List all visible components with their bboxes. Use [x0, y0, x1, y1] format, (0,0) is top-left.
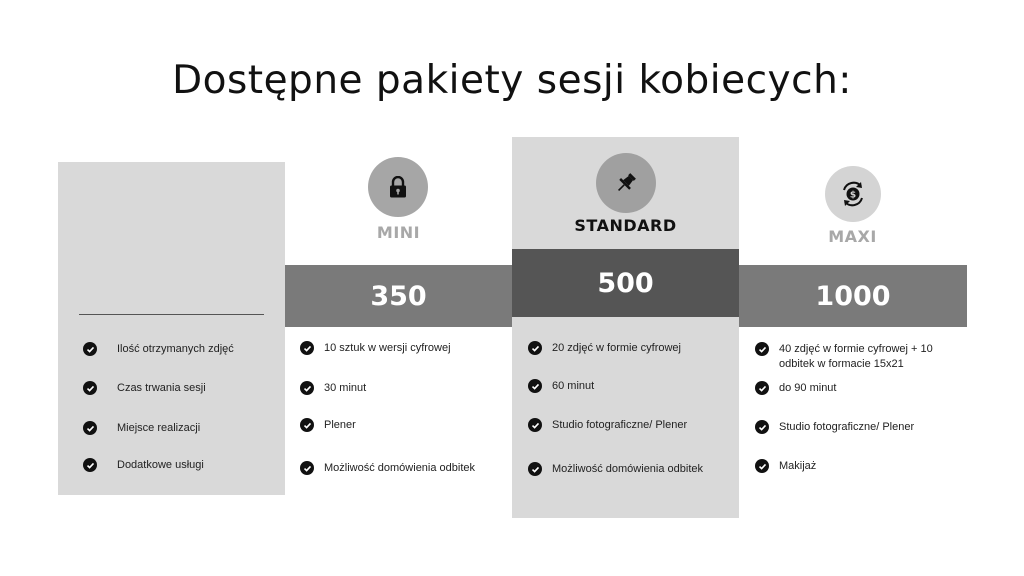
feature-text: Studio fotograficzne/ Plener — [779, 421, 915, 433]
checkmark-icon — [528, 341, 542, 355]
feature-text: 10 sztuk w wersji cyfrowej — [324, 342, 451, 354]
lock-icon — [368, 157, 428, 217]
plan-name-mini: MINI — [376, 223, 421, 242]
list-item — [83, 381, 206, 396]
checkmark-icon — [83, 342, 97, 356]
list-item — [300, 418, 356, 433]
checkmark-icon — [528, 379, 542, 393]
list-item — [528, 462, 703, 477]
list-item — [83, 342, 234, 357]
checkmark-icon — [755, 381, 769, 395]
list-item — [300, 381, 366, 396]
price-bar-maxi — [739, 265, 967, 327]
price-maxi: 1000 — [815, 280, 891, 312]
list-item — [755, 381, 836, 396]
feature-text: 60 minut — [552, 380, 595, 392]
list-item — [83, 421, 200, 436]
list-item — [300, 341, 451, 356]
checkmark-icon — [300, 418, 314, 432]
list-item — [528, 418, 687, 433]
list-item — [755, 342, 954, 372]
feature-text: Plener — [324, 419, 356, 431]
feature-text: do 90 minut — [779, 382, 837, 394]
plan-name-maxi: MAXI — [828, 227, 877, 246]
checkmark-icon — [83, 458, 97, 472]
feature-text: Makijaż — [779, 460, 817, 472]
page-title: Dostępne pakiety sesji kobiecych: — [172, 58, 852, 103]
feature-text: 30 minut — [324, 382, 367, 394]
plan-name-standard: STANDARD — [574, 216, 677, 235]
money-exchange-icon — [825, 166, 881, 222]
list-item — [83, 458, 204, 473]
label-text: Dodatkowe usługi — [117, 459, 204, 471]
list-item — [528, 341, 681, 356]
checkmark-icon — [755, 459, 769, 473]
pin-icon — [596, 153, 656, 213]
labels-divider — [79, 314, 264, 315]
checkmark-icon — [300, 341, 314, 355]
price-bar-standard — [512, 249, 739, 317]
label-text: Ilość otrzymanych zdjęć — [117, 343, 234, 355]
price-bar-mini — [285, 265, 512, 327]
label-text: Miejsce realizacji — [117, 422, 201, 434]
list-item — [528, 379, 594, 394]
list-item — [300, 461, 475, 476]
svg-text:$: $ — [849, 190, 857, 201]
feature-text: 40 zdjęć w formie cyfrowej + 10 odbitek w formacie 15x21 — [779, 343, 933, 370]
checkmark-icon — [755, 342, 769, 356]
checkmark-icon — [83, 381, 97, 395]
labels-panel — [58, 162, 285, 495]
price-standard: 500 — [597, 267, 654, 299]
price-mini: 350 — [370, 280, 427, 312]
list-item — [755, 420, 914, 435]
feature-text: 20 zdjęć w formie cyfrowej — [552, 342, 681, 354]
feature-text: Możliwość domówienia odbitek — [552, 463, 704, 475]
checkmark-icon — [300, 381, 314, 395]
checkmark-icon — [528, 418, 542, 432]
feature-text: Studio fotograficzne/ Plener — [552, 419, 688, 431]
label-text: Czas trwania sesji — [117, 382, 206, 394]
list-item — [755, 459, 816, 474]
checkmark-icon — [83, 421, 97, 435]
checkmark-icon — [528, 462, 542, 476]
checkmark-icon — [300, 461, 314, 475]
feature-text: Możliwość domówienia odbitek — [324, 462, 476, 474]
checkmark-icon — [755, 420, 769, 434]
